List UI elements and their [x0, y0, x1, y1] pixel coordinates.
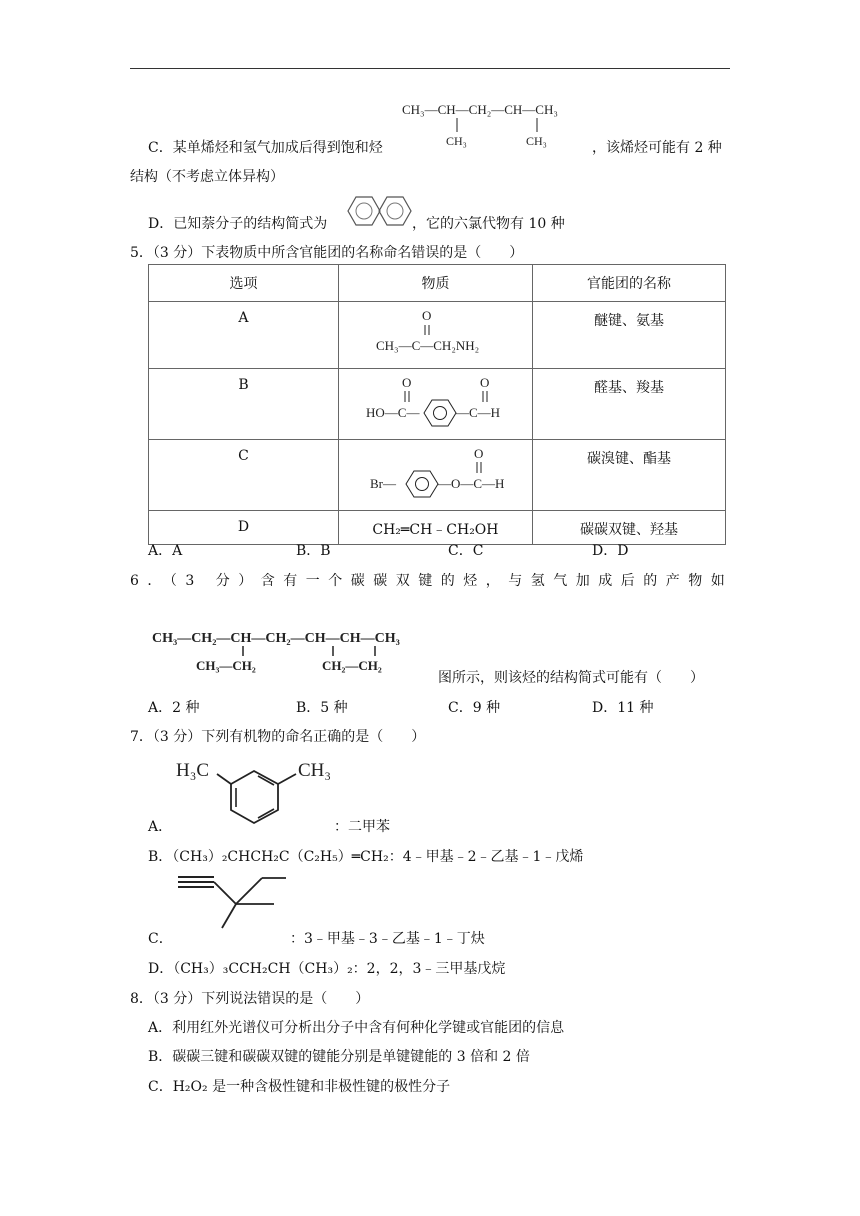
q5-group-d: 碳碳双键、羟基	[579, 522, 678, 538]
q4c-text-b: ，该烯烃可能有 2 种	[592, 140, 722, 156]
q6-choice-d: D．11 种	[592, 700, 654, 716]
q5-header-substance: 物质	[338, 265, 532, 302]
q4c-sub-1: CH₃	[446, 134, 467, 148]
q7a-sub-left: H₃C	[176, 760, 210, 781]
q6-choice-a: A．2 种	[148, 700, 200, 716]
q4c-text-a: C．某单烯烃和氢气加成后得到饱和烃	[148, 140, 383, 156]
q5-option-a: A	[238, 310, 249, 326]
q5-formula-b	[340, 369, 530, 435]
q7c-label: C．	[148, 931, 173, 947]
svg-text:—C—H: —C—H	[456, 405, 501, 420]
q7a-text: ：二甲苯	[334, 819, 390, 835]
q6-tail: 图所示，则该烃的结构简式可能有（ ）	[438, 670, 704, 686]
q5-header-option: 选项	[149, 265, 339, 302]
q5-group-a: 醚键、氨基	[593, 313, 664, 329]
q5-table	[148, 264, 726, 545]
q5-group-b: 醛基、羧基	[593, 380, 664, 396]
q5-option-c: C	[238, 448, 249, 464]
q5-option-d: D	[237, 519, 250, 535]
q4c-text-c: 结构（不考虑立体异构）	[130, 169, 284, 185]
q8-option-b: B．碳碳三键和碳碳双键的键能分别是单键键能的 3 倍和 2 倍	[148, 1049, 530, 1065]
q7a-sub-right: CH₃	[298, 760, 332, 781]
q8-option-a: A．利用红外光谱仪可分析出分子中含有何种化学键或官能团的信息	[148, 1020, 565, 1036]
q5-choice-d: D．D	[592, 543, 629, 559]
q5-row-a	[149, 302, 726, 369]
svg-text:CH₃—C—CH₂NH₂: CH₃—C—CH₂NH₂	[376, 338, 480, 353]
svg-text:Br—: Br—	[370, 476, 397, 491]
q7c-structure	[174, 870, 294, 932]
q7b-text: B．（CH₃）₂CHCH₂C（C₂H₅）═CH₂：4﹣甲基﹣2﹣乙基﹣1﹣戊烯	[148, 849, 584, 865]
q6-branch-left: CH₃—CH₂	[196, 658, 256, 673]
q4c-structure	[400, 98, 600, 150]
q5-row-b	[149, 369, 726, 440]
svg-text:O: O	[480, 375, 490, 390]
q4c-main-chain: CH₃—CH—CH₂—CH—CH₃	[402, 102, 558, 117]
q5-header-group: 官能团的名称	[532, 265, 725, 302]
q5-group-c: 碳溴键、酯基	[586, 451, 671, 467]
q5-formula-c	[340, 440, 530, 506]
q7a-label: A．	[148, 819, 173, 835]
q6-choice-b: B．5 种	[296, 700, 348, 716]
q5-choice-b: B．B	[296, 543, 331, 559]
q5-header-row	[149, 265, 726, 302]
q7-stem: 7．（3 分）下列有机物的命名正确的是（ ）	[130, 729, 426, 745]
q7c-text: ：3﹣甲基﹣3﹣乙基﹣1﹣丁炔	[290, 931, 485, 947]
q4c-sub-2: CH₃	[526, 134, 547, 148]
q5-choice-a: A．A	[148, 543, 183, 559]
q6-structure	[150, 596, 450, 680]
q7a-structure	[172, 752, 347, 828]
svg-text:O: O	[474, 446, 484, 461]
q6-stem: 6．（3 分）含有一个碳碳双键的烃，与氢气加成后的产物如	[130, 573, 734, 589]
naphthalene-structure	[342, 190, 412, 232]
q7d-text: D．（CH₃）₃CCH₂CH（CH₃）₂：2，2，3﹣三甲基戊烷	[148, 961, 506, 977]
svg-text:O: O	[422, 308, 432, 323]
q8-option-c: C．H₂O₂ 是一种含极性键和非极性键的极性分子	[148, 1079, 451, 1095]
header-rule	[130, 68, 730, 69]
q5-row-d	[149, 511, 726, 545]
q4d-text-b: ，它的六氯代物有 10 种	[412, 216, 565, 232]
q8-stem: 8．（3 分）下列说法错误的是（ ）	[130, 991, 370, 1007]
q6-branch-right: CH₂—CH₂	[322, 658, 382, 673]
q5-formula-d: CH₂═CH﹣CH₂OH	[372, 522, 499, 538]
q6-choice-c: C．9 种	[448, 700, 501, 716]
svg-text:—O—C—H: —O—C—H	[438, 476, 505, 491]
q5-choice-c: C．C	[448, 543, 484, 559]
q4d-text-a: D．已知萘分子的结构简式为	[148, 216, 328, 232]
q6-main-chain: CH₃—CH₂—CH—CH₂—CH—CH—CH₃	[152, 631, 400, 646]
svg-text:O: O	[402, 375, 412, 390]
q5-stem: 5．（3 分）下表物质中所含官能团的名称命名错误的是（ ）	[130, 245, 524, 261]
q5-formula-a	[340, 302, 530, 364]
svg-text:HO—C—: HO—C—	[366, 405, 420, 420]
q5-row-c	[149, 440, 726, 511]
q5-option-b: B	[238, 377, 249, 393]
